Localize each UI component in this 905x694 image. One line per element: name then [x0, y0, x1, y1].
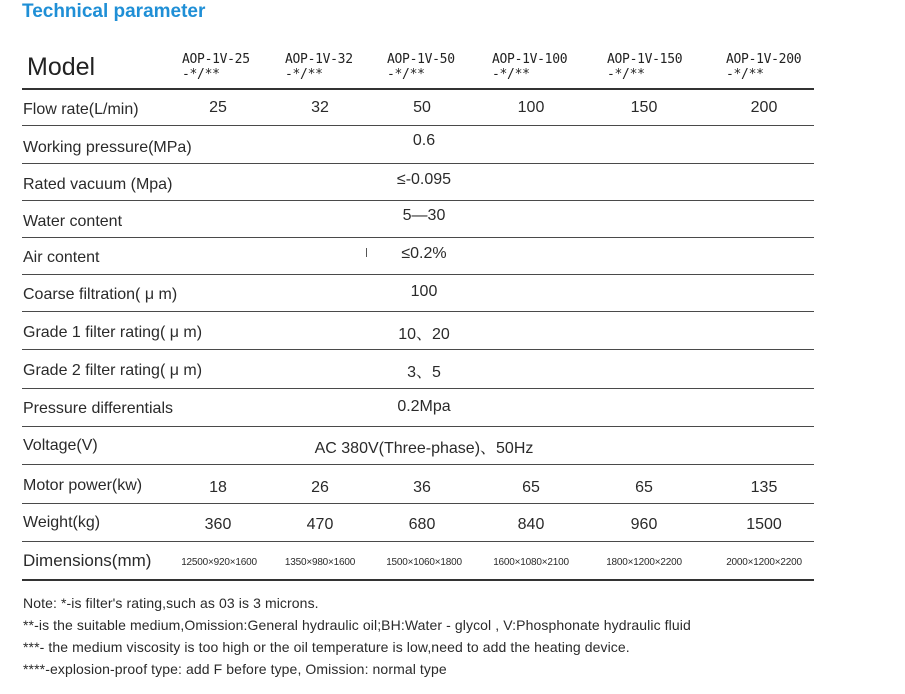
table-cell: AC 380V(Three-phase)、50Hz — [314, 440, 534, 457]
model-column-header — [387, 52, 455, 82]
table-divider — [22, 237, 814, 238]
model-name: AOP-1V-25 — [182, 52, 250, 67]
table-cell: 1600×1080×2100 — [493, 557, 569, 568]
table-divider — [22, 426, 814, 427]
row-label-coarse-filtration: Coarse filtration( μ m) — [23, 286, 178, 303]
model-column-header — [285, 52, 353, 82]
table-divider — [22, 125, 814, 126]
row-label-pressure-differentials: Pressure differentials — [23, 400, 173, 417]
model-suffix: -*/** — [182, 67, 220, 82]
table-divider — [22, 311, 814, 312]
model-column-header — [726, 52, 801, 82]
table-cell: 10、20 — [398, 326, 450, 343]
table-cell: 960 — [630, 516, 658, 533]
model-suffix: -*/** — [492, 67, 530, 82]
row-label-rated-vacuum: Rated vacuum (Mpa) — [23, 176, 173, 193]
footnote: Note: *-is filter's rating,such as 03 is 3 microns. — [23, 595, 319, 611]
table-cell: 1500 — [746, 516, 782, 533]
model-column-header — [492, 52, 567, 82]
model-name: AOP-1V-32 — [285, 52, 353, 67]
model-name: AOP-1V-150 — [607, 52, 683, 67]
table-divider — [22, 541, 814, 542]
table-cell: 3、5 — [407, 364, 441, 381]
table-cell: 50 — [413, 99, 431, 116]
table-divider — [22, 274, 814, 275]
table-cell: 36 — [413, 479, 431, 496]
table-cell: 25 — [209, 99, 227, 116]
table-cell: 32 — [311, 99, 329, 116]
row-label-flow-rate: Flow rate(L/min) — [23, 101, 139, 118]
table-cell: 100 — [410, 283, 438, 300]
model-suffix: -*/** — [726, 67, 764, 82]
table-divider — [22, 503, 814, 504]
footnote: ****-explosion-proof type: add F before type, Omission: normal type — [23, 661, 447, 677]
table-cell: 26 — [311, 479, 329, 496]
table-cell: 100 — [517, 99, 545, 116]
model-suffix: -*/** — [285, 67, 323, 82]
table-cell: 135 — [750, 479, 778, 496]
table-cell: 1350×980×1600 — [284, 557, 356, 568]
row-label-weight: Weight(kg) — [23, 514, 101, 531]
model-header-label: Model — [27, 53, 96, 81]
table-divider — [22, 579, 814, 581]
table-cell: 680 — [408, 516, 436, 533]
row-label-dimensions: Dimensions(mm) — [23, 551, 152, 570]
row-label-air-content: Air content — [23, 249, 100, 266]
row-label-grade1-filter: Grade 1 filter rating( μ m) — [23, 324, 203, 341]
row-label-water-content: Water content — [23, 213, 123, 230]
row-label-working-pressure: Working pressure(MPa) — [23, 139, 192, 156]
table-cell: 65 — [635, 479, 653, 496]
table-cell: 5—30 — [402, 207, 446, 224]
table-divider — [22, 349, 814, 350]
model-column-header — [182, 52, 250, 82]
footnote: **-is the suitable medium,Omission:General hydraulic oil;BH:Water - glycol , V:Phosphonate hydraulic fluid — [23, 617, 691, 633]
table-cell: 200 — [750, 99, 778, 116]
model-column-header — [607, 52, 682, 82]
model-suffix: -*/** — [387, 67, 425, 82]
table-cell: ≤-0.095 — [396, 171, 452, 188]
model-name: AOP-1V-200 — [726, 52, 802, 67]
table-cell: 0.2Mpa — [397, 398, 451, 415]
table-divider — [22, 464, 814, 465]
model-name: AOP-1V-50 — [387, 52, 455, 67]
table-cell: 840 — [517, 516, 545, 533]
tick-mark — [366, 248, 367, 257]
row-label-grade2-filter: Grade 2 filter rating( μ m) — [23, 362, 203, 379]
table-divider — [22, 388, 814, 389]
row-label-motor-power: Motor power(kw) — [23, 477, 143, 494]
footnote: ***- the medium viscosity is too high or the oil temperature is low,need to add the heating device. — [23, 639, 630, 655]
table-divider — [22, 200, 814, 201]
row-label-voltage: Voltage(V) — [23, 437, 98, 454]
page-title: Technical parameter — [22, 1, 206, 22]
table-cell: 12500×920×1600 — [181, 557, 257, 568]
table-divider — [22, 163, 814, 164]
table-divider — [22, 88, 814, 90]
table-cell: 1500×1060×1800 — [386, 557, 462, 568]
table-cell: 1800×1200×2200 — [606, 557, 682, 568]
table-cell: 18 — [209, 479, 227, 496]
model-suffix: -*/** — [607, 67, 645, 82]
table-cell: 65 — [522, 479, 540, 496]
table-cell: 470 — [306, 516, 334, 533]
table-cell: ≤0.2% — [401, 245, 447, 262]
table-cell: 150 — [630, 99, 658, 116]
table-cell: 0.6 — [412, 132, 436, 149]
table-cell: 2000×1200×2200 — [726, 557, 802, 568]
model-name: AOP-1V-100 — [492, 52, 568, 67]
table-cell: 360 — [204, 516, 232, 533]
